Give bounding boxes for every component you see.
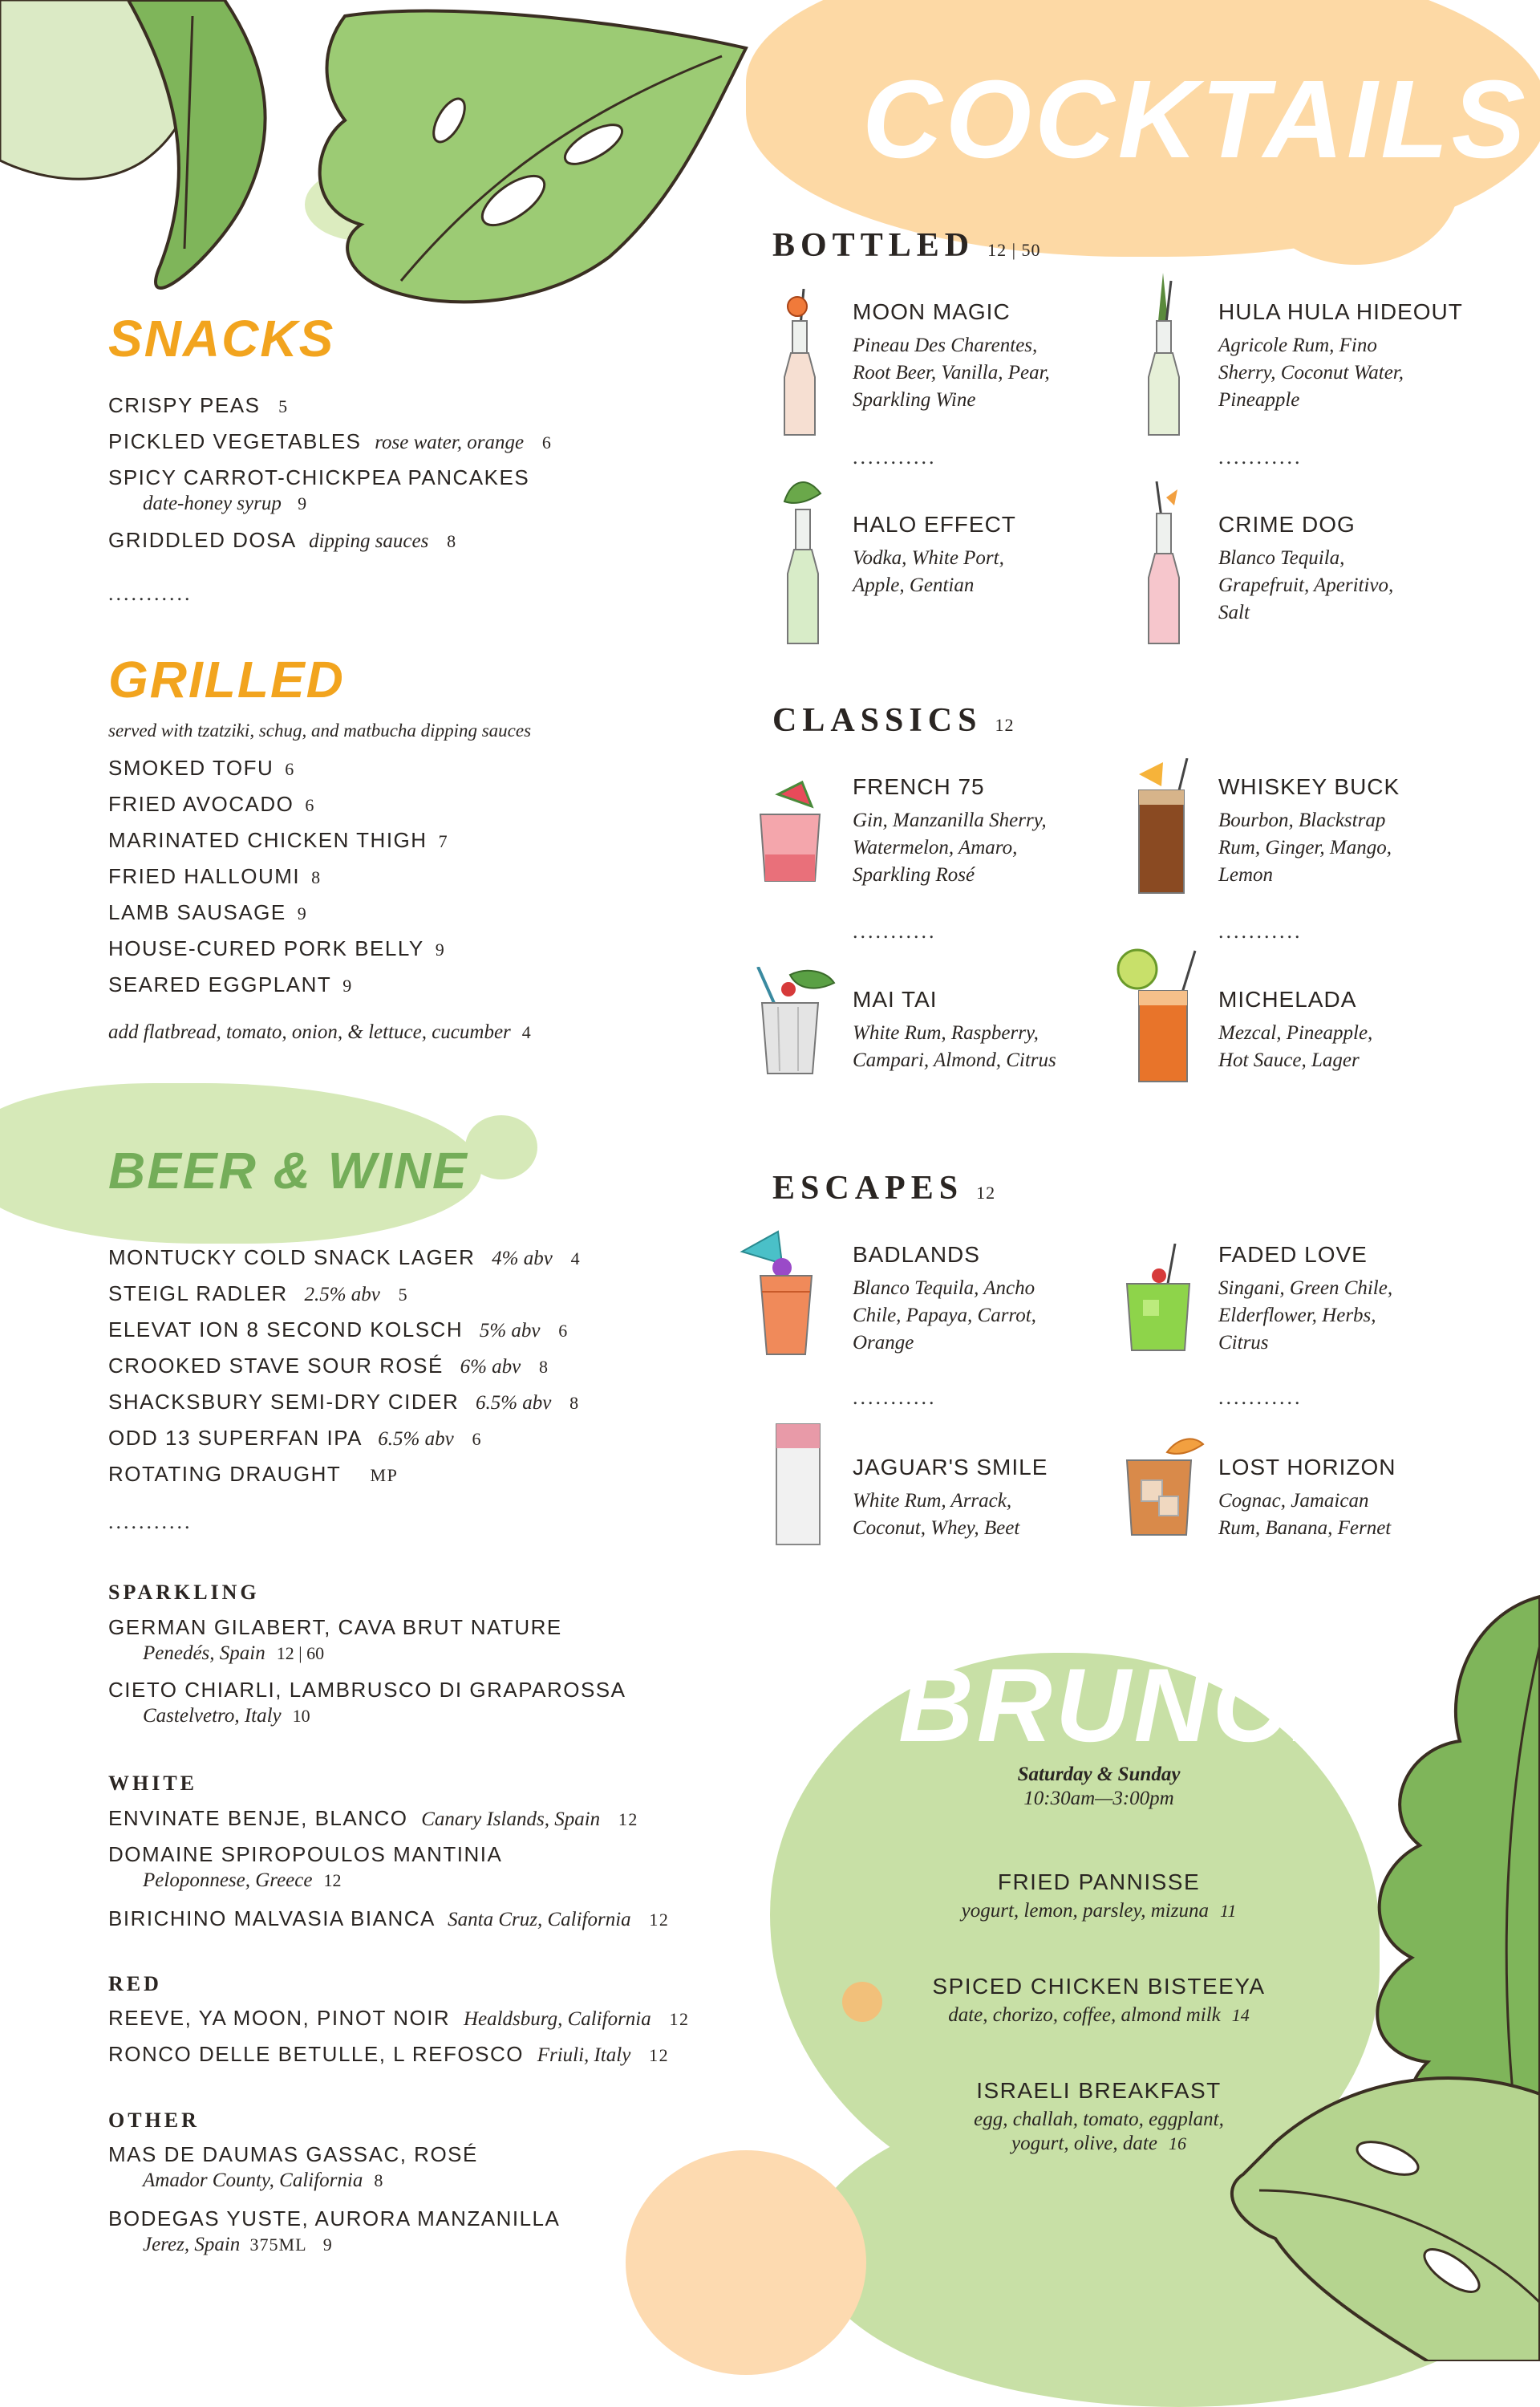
drink-name: MOON MAGIC [853,299,1011,324]
drink-name: WHISKEY BUCK [1218,774,1400,799]
classics-heading: CLASSICS 12 [772,702,1015,739]
wine-origin: Penedés, Spain 12 | 60 [143,1642,325,1664]
menu-item-seared-eggplant: SEARED EGGPLANT 9 [108,972,353,996]
brunch-title: BRUNCH [898,1646,1370,1764]
beer-item: SHACKSBURY SEMI-DRY CIDER 6.5% abv 8 [108,1390,580,1414]
brunch-item-fried-pannisse: FRIED PANNISSE yogurt, lemon, parsley, mizuna 11 [961,1869,1237,1922]
wine-origin: Jerez, Spain 375ML 9 [143,2234,332,2255]
highball-whiskey-icon [1131,758,1199,899]
beer-item: CROOKED STAVE SOUR ROSÉ 6% abv 8 [108,1354,549,1378]
item-name: CRISPY PEAS [108,393,261,417]
drink-description: Agricole Rum, Fino Sherry, Coconut Water, Pineapple [1218,335,1404,411]
brunch-days: Saturday & Sunday [1017,1764,1181,1785]
menu-item-carrot-pancakes [108,465,529,490]
drink-description: Pineau Des Charentes, Root Beer, Vanilla, Pear, Sparkling Wine [853,335,1050,411]
dotted-divider: ........... [108,582,192,605]
item-description: dipping sauces [309,530,429,552]
drink-name: LOST HORIZON [1218,1455,1396,1480]
drink-name: MAI TAI [853,987,938,1012]
drink-description: White Rum, Arrack, Coconut, Whey, Beet [853,1490,1020,1539]
wine-origin: Peloponnese, Greece 12 [143,1869,342,1891]
wine-origin: Castelvetro, Italy 10 [143,1705,310,1727]
orange-dot-brunch [842,1982,882,2022]
drink-name: FADED LOVE [1218,1242,1368,1267]
item-price: 6 [541,432,553,453]
wine-item: ENVINATE BENJE, BLANCO Canary Islands, Spain 12 [108,1806,638,1830]
dotted-divider: ........... [1218,1386,1303,1409]
snacks-title: SNACKS [108,310,335,367]
brunch-schedule [914,1764,1283,1810]
drink-description: Blanco Tequila, Ancho Chile, Papaya, Carrot, Orange [853,1277,1036,1354]
rocks-glass-orange-peel-icon [1119,1432,1207,1540]
wine-category-sparkling: SPARKLING [108,1581,260,1604]
peach-wash-bottom [626,2150,866,2375]
bottled-heading: BOTTLED 12 | 50 [772,227,1041,264]
drink-name: FRENCH 75 [853,774,985,799]
highball-lime-icon [1115,947,1203,1087]
drink-description: Mezcal, Pineapple, Hot Sauce, Lager [1218,1022,1373,1071]
grilled-addon: add flatbread, tomato, onion, & lettuce, cucumber 4 [108,1021,531,1043]
collins-glass-icon [770,1420,826,1549]
wine-item: BODEGAS YUSTE, AURORA MANZANILLA [108,2206,561,2230]
green-wash-left-small [465,1115,537,1179]
grilled-intro: served with tzatziki, schug, and matbucha dipping sauces [108,720,532,741]
escapes-heading: ESCAPES 12 [772,1170,996,1207]
beer-item: MONTUCKY COLD SNACK LAGER 4% abv 4 [108,1245,582,1269]
cocktails-title: COCKTAILS [862,58,1529,181]
monstera-leaf-top-left-illustration [0,0,754,321]
wine-item: DOMAINE SPIROPOULOS MANTINIA [108,1842,503,1866]
wine-item: CIETO CHIARLI, LAMBRUSCO DI GRAPAROSSA [108,1678,626,1702]
bottle-green-leaf-icon [1141,273,1189,441]
item-name: GRIDDLED DOSA [108,528,296,552]
menu-item-pickled-vegetables [108,429,552,454]
drink-description: Vodka, White Port, Apple, Gentian [853,547,1004,596]
dotted-divider: ........... [853,445,937,469]
beer-item: STEIGL RADLER 2.5% abv 5 [108,1281,409,1305]
beer-item: ELEVAT ION 8 SECOND KOLSCH 5% abv 6 [108,1317,569,1342]
wine-category-other: OTHER [108,2109,200,2132]
item-description: rose water, orange [375,432,525,453]
drink-name: MICHELADA [1218,987,1357,1012]
wine-category-red: RED [108,1972,162,1995]
brunch-hours: 10:30am—3:00pm [1023,1788,1174,1809]
item-sub-description: date-honey syrup 9 [143,493,307,514]
dotted-divider: ........... [853,919,937,943]
wine-item: GERMAN GILABERT, CAVA BRUT NATURE [108,1615,562,1639]
rocks-glass-watermelon-icon [754,778,826,887]
menu-item-griddled-dosa [108,528,457,553]
drink-description: Cognac, Jamaican Rum, Banana, Fernet [1218,1490,1392,1539]
brunch-item-israeli-breakfast: ISRAELI BREAKFAST egg, challah, tomato, eggplant, yogurt, olive, date 16 [974,2078,1224,2154]
beer-item: ROTATING DRAUGHT MP [108,1462,399,1486]
drink-description: Gin, Manzanilla Sherry, Watermelon, Amaro, Sparkling Rosé [853,810,1047,886]
drink-description: Bourbon, Blackstrap Rum, Ginger, Mango, Lemon [1218,810,1392,886]
menu-item-fried-halloumi: FRIED HALLOUMI 8 [108,864,322,888]
green-cocktail-cherry-icon [1119,1244,1199,1356]
item-name: SPICY CARROT-CHICKPEA PANCAKES [108,465,530,489]
beer-item: ODD 13 SUPERFAN IPA 6.5% abv 6 [108,1426,482,1450]
item-name: PICKLED VEGETABLES [108,429,362,453]
menu-item-lamb-sausage: LAMB SAUSAGE 9 [108,900,308,924]
tiki-umbrella-icon [738,1228,834,1360]
bottle-herb-icon [776,477,833,650]
dotted-divider: ........... [853,1386,937,1409]
menu-item-smoked-tofu: SMOKED TOFU 6 [108,756,295,780]
wine-category-white: WHITE [108,1772,198,1795]
drink-description: White Rum, Raspberry, Campari, Almond, Citrus [853,1022,1056,1071]
bottle-pink-icon [1141,481,1189,650]
item-price: 8 [447,531,457,551]
drink-name: HULA HULA HIDEOUT [1218,299,1463,324]
wine-item: RONCO DELLE BETULLE, L REFOSCO Friuli, Italy 12 [108,2042,670,2066]
dotted-divider: ........... [108,1510,192,1533]
menu-item-crispy-peas [108,393,289,418]
beer-wine-title: BEER & WINE [108,1142,468,1199]
drink-name: JAGUAR'S SMILE [853,1455,1048,1480]
brunch-item-chicken-bisteeya: SPICED CHICKEN BISTEEYA date, chorizo, coffee, almond milk 14 [932,1974,1266,2026]
wine-origin: Amador County, California 8 [143,2170,383,2191]
wine-item: MAS DE DAUMAS GASSAC, ROSÉ [108,2142,478,2166]
julep-cup-mint-icon [750,967,838,1079]
menu-item-fried-avocado: FRIED AVOCADO 6 [108,792,315,816]
drink-description: Singani, Green Chile, Elderflower, Herbs, Citrus [1218,1277,1393,1354]
bottle-orange-flower-icon [776,289,825,441]
drink-name: BADLANDS [853,1242,980,1267]
grilled-title: GRILLED [108,651,345,708]
item-price: 5 [278,396,289,416]
menu-item-chicken-thigh: MARINATED CHICKEN THIGH 7 [108,828,449,852]
dotted-divider: ........... [1218,445,1303,469]
drink-name: CRIME DOG [1218,512,1356,537]
wine-item: BIRICHINO MALVASIA BIANCA Santa Cruz, California 12 [108,1906,670,1930]
wine-item: REEVE, YA MOON, PINOT NOIR Healdsburg, California 12 [108,2006,690,2030]
menu-item-pork-belly: HOUSE-CURED PORK BELLY 9 [108,936,446,960]
drink-name: HALO EFFECT [853,512,1016,537]
dotted-divider: ........... [1218,919,1303,943]
drink-description: Blanco Tequila, Grapefruit, Aperitivo, Salt [1218,547,1394,623]
